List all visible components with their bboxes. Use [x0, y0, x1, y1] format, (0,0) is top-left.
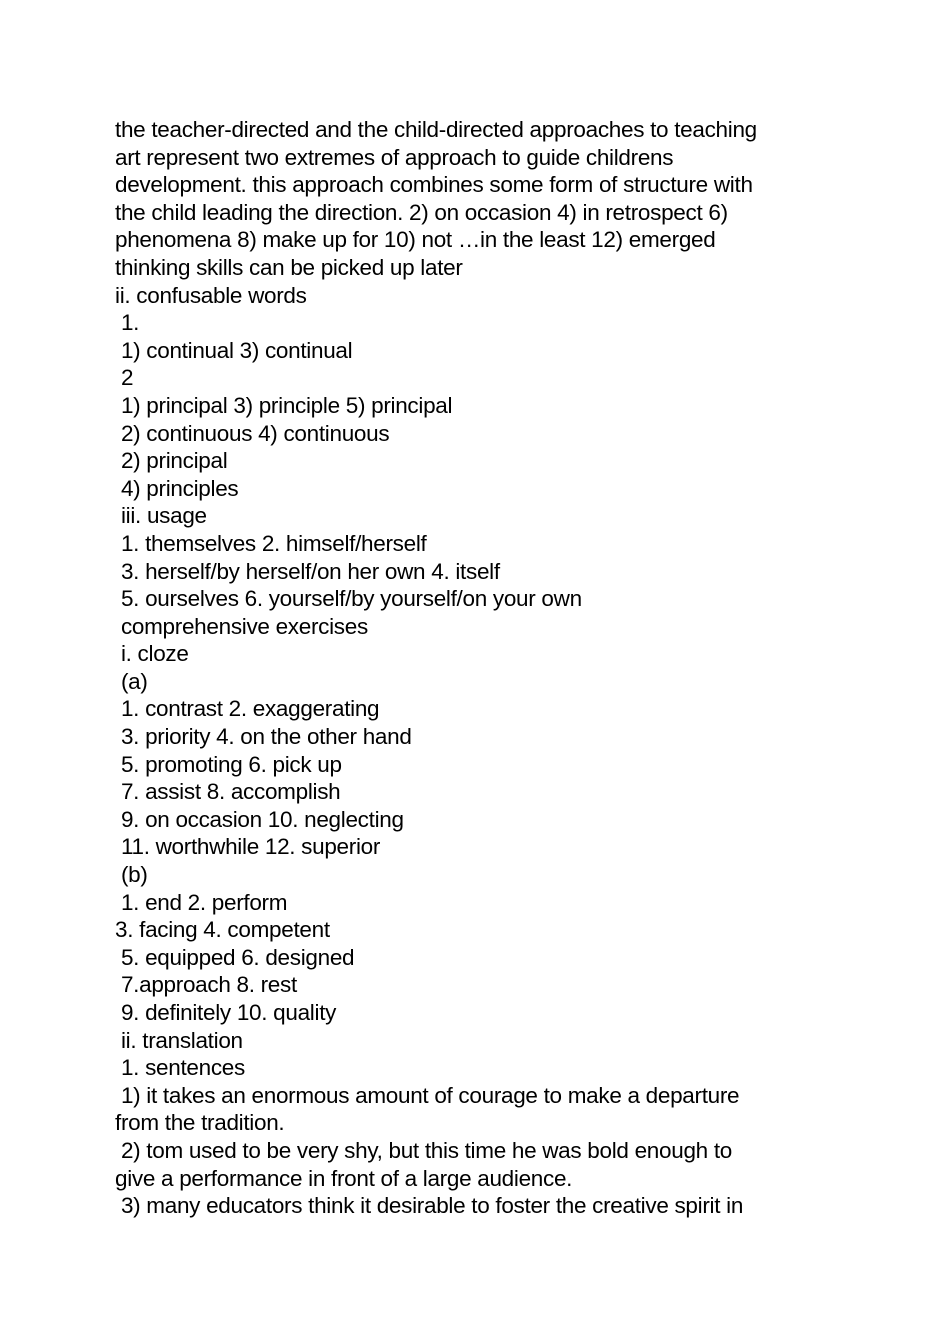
section-heading: i. cloze — [115, 641, 189, 667]
text-line: 5. ourselves 6. yourself/by yourself/on your own — [115, 586, 582, 612]
text-line: 1. contrast 2. exaggerating — [115, 696, 380, 722]
section-heading: iii. usage — [115, 503, 207, 529]
text-line: 5. promoting 6. pick up — [115, 751, 342, 777]
text-line: the child leading the direction. 2) on occasion 4) in retrospect 6) — [115, 199, 728, 225]
text-line: development. this approach combines some form of structure with — [115, 172, 753, 198]
text-line: 2 — [115, 365, 134, 391]
text-line: 9. definitely 10. quality — [115, 1000, 337, 1025]
text-line: 5. equipped 6. designed — [115, 944, 355, 970]
text-line: 1. themselves 2. himself/herself — [115, 530, 427, 556]
text-line: thinking skills can be picked up later — [115, 254, 463, 280]
text-line: 1) continual 3) continual — [115, 337, 353, 363]
text-line: art represent two extremes of approach to guide childrens — [115, 144, 674, 170]
text-line: 3. herself/by herself/on her own 4. itself — [115, 558, 500, 584]
text-line: 7. assist 8. accomplish — [115, 779, 341, 805]
text-line: 4) principles — [115, 475, 239, 501]
text-line: 1. — [115, 310, 140, 336]
text-line: 2) continuous 4) continuous — [115, 420, 390, 446]
text-line: 1. sentences — [115, 1055, 245, 1081]
document-page — [115, 116, 835, 1220]
text-line: 9. on occasion 10. neglecting — [115, 806, 404, 832]
text-line: 1) principal 3) principle 5) principal — [115, 392, 453, 418]
text-line: 3. priority 4. on the other hand — [115, 724, 412, 750]
text-line: 7.approach 8. rest — [115, 972, 297, 998]
text-line: 11. worthwhile 12. superior — [115, 834, 381, 860]
text-line: 3. facing 4. competent — [115, 917, 330, 943]
text-line: (b) — [115, 862, 148, 888]
section-heading: ii. translation — [115, 1027, 243, 1053]
text-line: the teacher-directed and the child-directed approaches to teaching — [115, 117, 757, 142]
text-line: 1. end 2. perform — [115, 889, 288, 915]
section-heading: ii. confusable words — [115, 282, 307, 308]
text-line: 2) tom used to be very shy, but this time he was bold enough to — [115, 1137, 732, 1163]
section-heading: comprehensive exercises — [115, 613, 368, 639]
text-line: (a) — [115, 668, 148, 694]
text-line: 1) it takes an enormous amount of courage to make a departure — [115, 1082, 740, 1108]
text-line: give a performance in front of a large audience. — [115, 1165, 573, 1191]
text-line: phenomena 8) make up for 10) not …in the least 12) emerged — [115, 227, 716, 253]
text-line: from the tradition. — [115, 1110, 285, 1136]
text-line: 2) principal — [115, 448, 228, 474]
text-line: 3) many educators think it desirable to foster the creative spirit in — [115, 1193, 744, 1219]
